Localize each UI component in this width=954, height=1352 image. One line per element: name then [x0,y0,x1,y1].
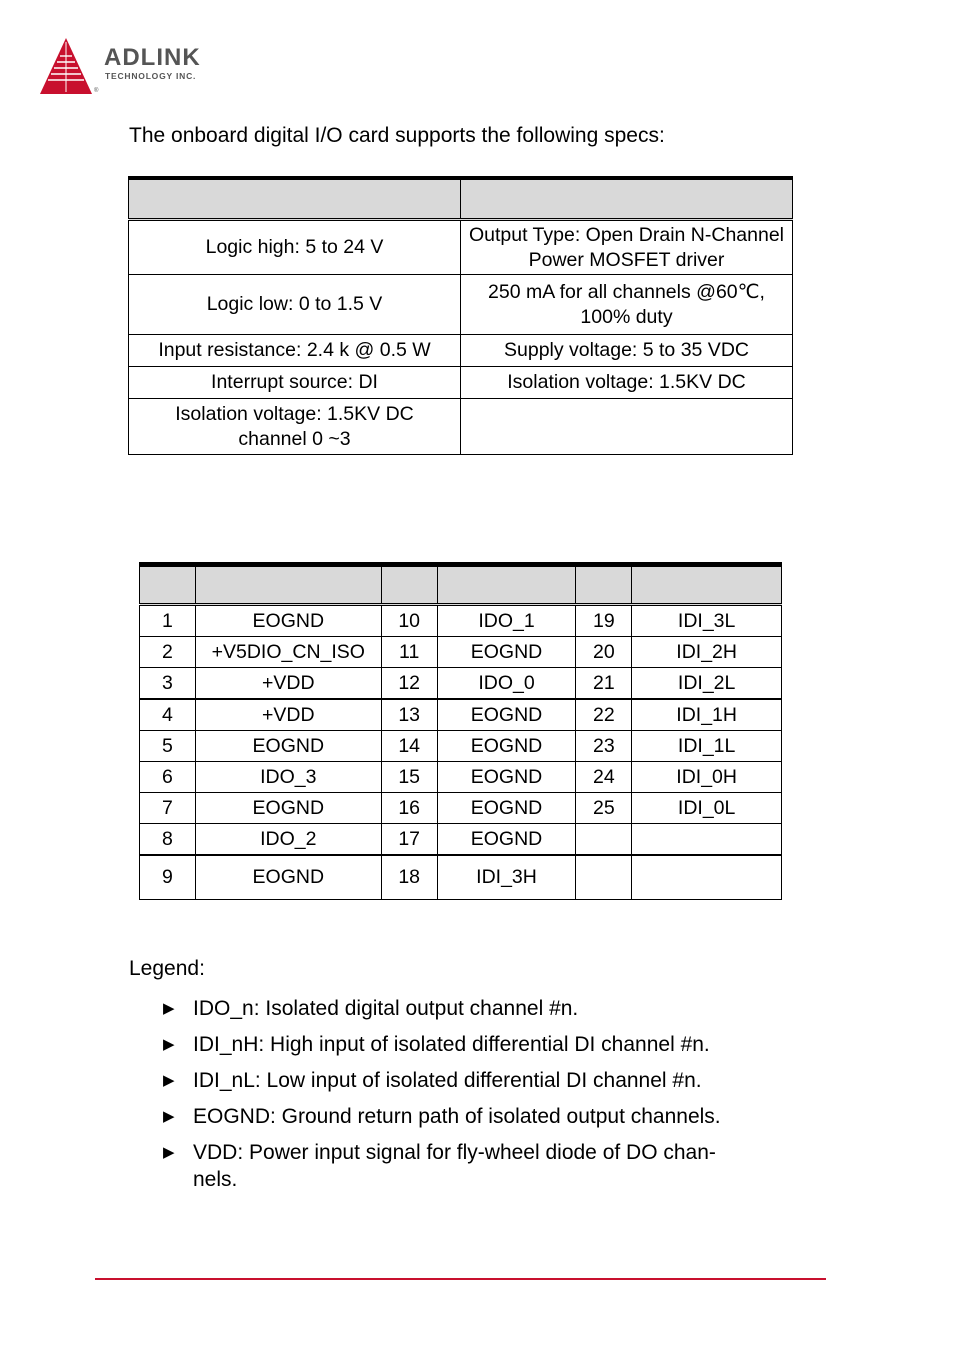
signal-name: IDO_0 [437,668,576,700]
pin-number: 3 [140,668,196,700]
list-item [160,1067,780,1094]
pin-number [576,824,632,856]
signal-name: +VDD [195,668,381,700]
signal-name: IDO_2 [195,824,381,856]
signal-name [632,824,782,856]
table-cell: Supply voltage: 5 to 35 VDC [461,335,793,367]
signal-name: EOGND [437,731,576,762]
pin-header-cell [576,565,632,605]
table-row [140,699,782,731]
pin-number: 9 [140,855,196,900]
legend-item-text: EOGND: Ground return path of isolated output channels. [193,1105,721,1128]
table-cell [461,399,793,455]
pin-number: 7 [140,793,196,824]
pin-number: 17 [381,824,437,856]
table-row [129,220,793,275]
signal-name: EOGND [437,793,576,824]
pin-table-header [140,565,782,605]
brand-registered-mark: ® [94,88,99,94]
table-row [140,793,782,824]
spec-header-cell [129,178,461,220]
signal-name: IDI_3H [437,855,576,900]
table-row [140,605,782,637]
adlink-triangle-icon [38,36,98,96]
brand-subtitle: TECHNOLOGY INC. [105,71,197,81]
list-item [160,995,780,1022]
signal-name: EOGND [195,605,381,637]
signal-name: IDI_3L [632,605,782,637]
table-cell: Input resistance: 2.4 k @ 0.5 W [129,335,461,367]
table-row [129,275,793,335]
signal-name: IDI_2L [632,668,782,700]
pin-header-cell [437,565,576,605]
pin-number [576,855,632,900]
pin-number: 19 [576,605,632,637]
pin-number: 25 [576,793,632,824]
table-row [129,367,793,399]
pin-number: 18 [381,855,437,900]
pin-number: 15 [381,762,437,793]
pin-number: 21 [576,668,632,700]
triangle-bullet-icon: ▶ [163,1000,175,1017]
table-row [140,855,782,900]
signal-name: EOGND [437,699,576,731]
list-item [160,1031,780,1058]
table-cell: Isolation voltage: 1.5KV DC [461,367,793,399]
list-item [160,1139,758,1193]
table-cell: Interrupt source: DI [129,367,461,399]
table-row [140,762,782,793]
triangle-bullet-icon: ▶ [163,1036,175,1053]
table-cell: 250 mA for all channels @60℃, 100% duty [461,275,793,335]
pin-header-cell [195,565,381,605]
signal-name: IDI_2H [632,637,782,668]
table-cell: Isolation voltage: 1.5KV DC channel 0 ~3 [129,399,461,455]
signal-name: IDI_1L [632,731,782,762]
pin-number: 6 [140,762,196,793]
pin-header-cell [381,565,437,605]
table-row [129,399,793,455]
signal-name: +V5DIO_CN_ISO [195,637,381,668]
legend-item-text: IDI_nH: High input of isolated differential DI channel #n. [193,1033,710,1056]
footer-divider [95,1278,826,1280]
triangle-bullet-icon: ▶ [163,1108,175,1125]
pin-number: 11 [381,637,437,668]
table-row [140,637,782,668]
pin-number: 24 [576,762,632,793]
pin-number: 4 [140,699,196,731]
pin-number: 14 [381,731,437,762]
signal-name: EOGND [437,824,576,856]
signal-name: EOGND [437,637,576,668]
spec-table [128,176,793,455]
pin-number: 10 [381,605,437,637]
signal-name: EOGND [195,731,381,762]
table-cell: Output Type: Open Drain N-Channel Power MOSFET driver [461,220,793,275]
table-row [140,668,782,700]
table-row [140,731,782,762]
signal-name: EOGND [195,793,381,824]
legend-title: Legend: [129,957,205,980]
pin-number: 8 [140,824,196,856]
pin-number: 22 [576,699,632,731]
legend-list [160,995,780,1202]
adlink-logo [38,36,238,100]
signal-name: EOGND [195,855,381,900]
signal-name: IDO_3 [195,762,381,793]
pin-header-cell [632,565,782,605]
signal-name: IDI_0H [632,762,782,793]
pin-number: 12 [381,668,437,700]
signal-name: IDO_1 [437,605,576,637]
pin-number: 2 [140,637,196,668]
spec-table-header [129,178,793,220]
legend-item-text: IDO_n: Isolated digital output channel #n. [193,997,579,1020]
spec-header-cell [461,178,793,220]
brand-name: ADLINK [104,44,201,71]
signal-name: EOGND [437,762,576,793]
triangle-bullet-icon: ▶ [163,1072,175,1089]
pin-number: 5 [140,731,196,762]
legend-item-text: IDI_nL: Low input of isolated differential DI channel #n. [193,1069,702,1092]
list-item [160,1103,780,1130]
pin-number: 1 [140,605,196,637]
table-cell: Logic low: 0 to 1.5 V [129,275,461,335]
pin-number: 13 [381,699,437,731]
table-row [129,335,793,367]
intro-text: The onboard digital I/O card supports the following specs: [129,124,665,147]
signal-name: IDI_0L [632,793,782,824]
signal-name [632,855,782,900]
signal-name: +VDD [195,699,381,731]
table-cell: Logic high: 5 to 24 V [129,220,461,275]
signal-name: IDI_1H [632,699,782,731]
pin-number: 20 [576,637,632,668]
triangle-bullet-icon: ▶ [163,1144,175,1161]
table-row [140,824,782,856]
pin-assignment-table [139,562,782,900]
legend-item-text: VDD: Power input signal for fly-wheel diode of DO chan-nels. [193,1141,716,1191]
pin-number: 16 [381,793,437,824]
pin-header-cell [140,565,196,605]
pin-number: 23 [576,731,632,762]
